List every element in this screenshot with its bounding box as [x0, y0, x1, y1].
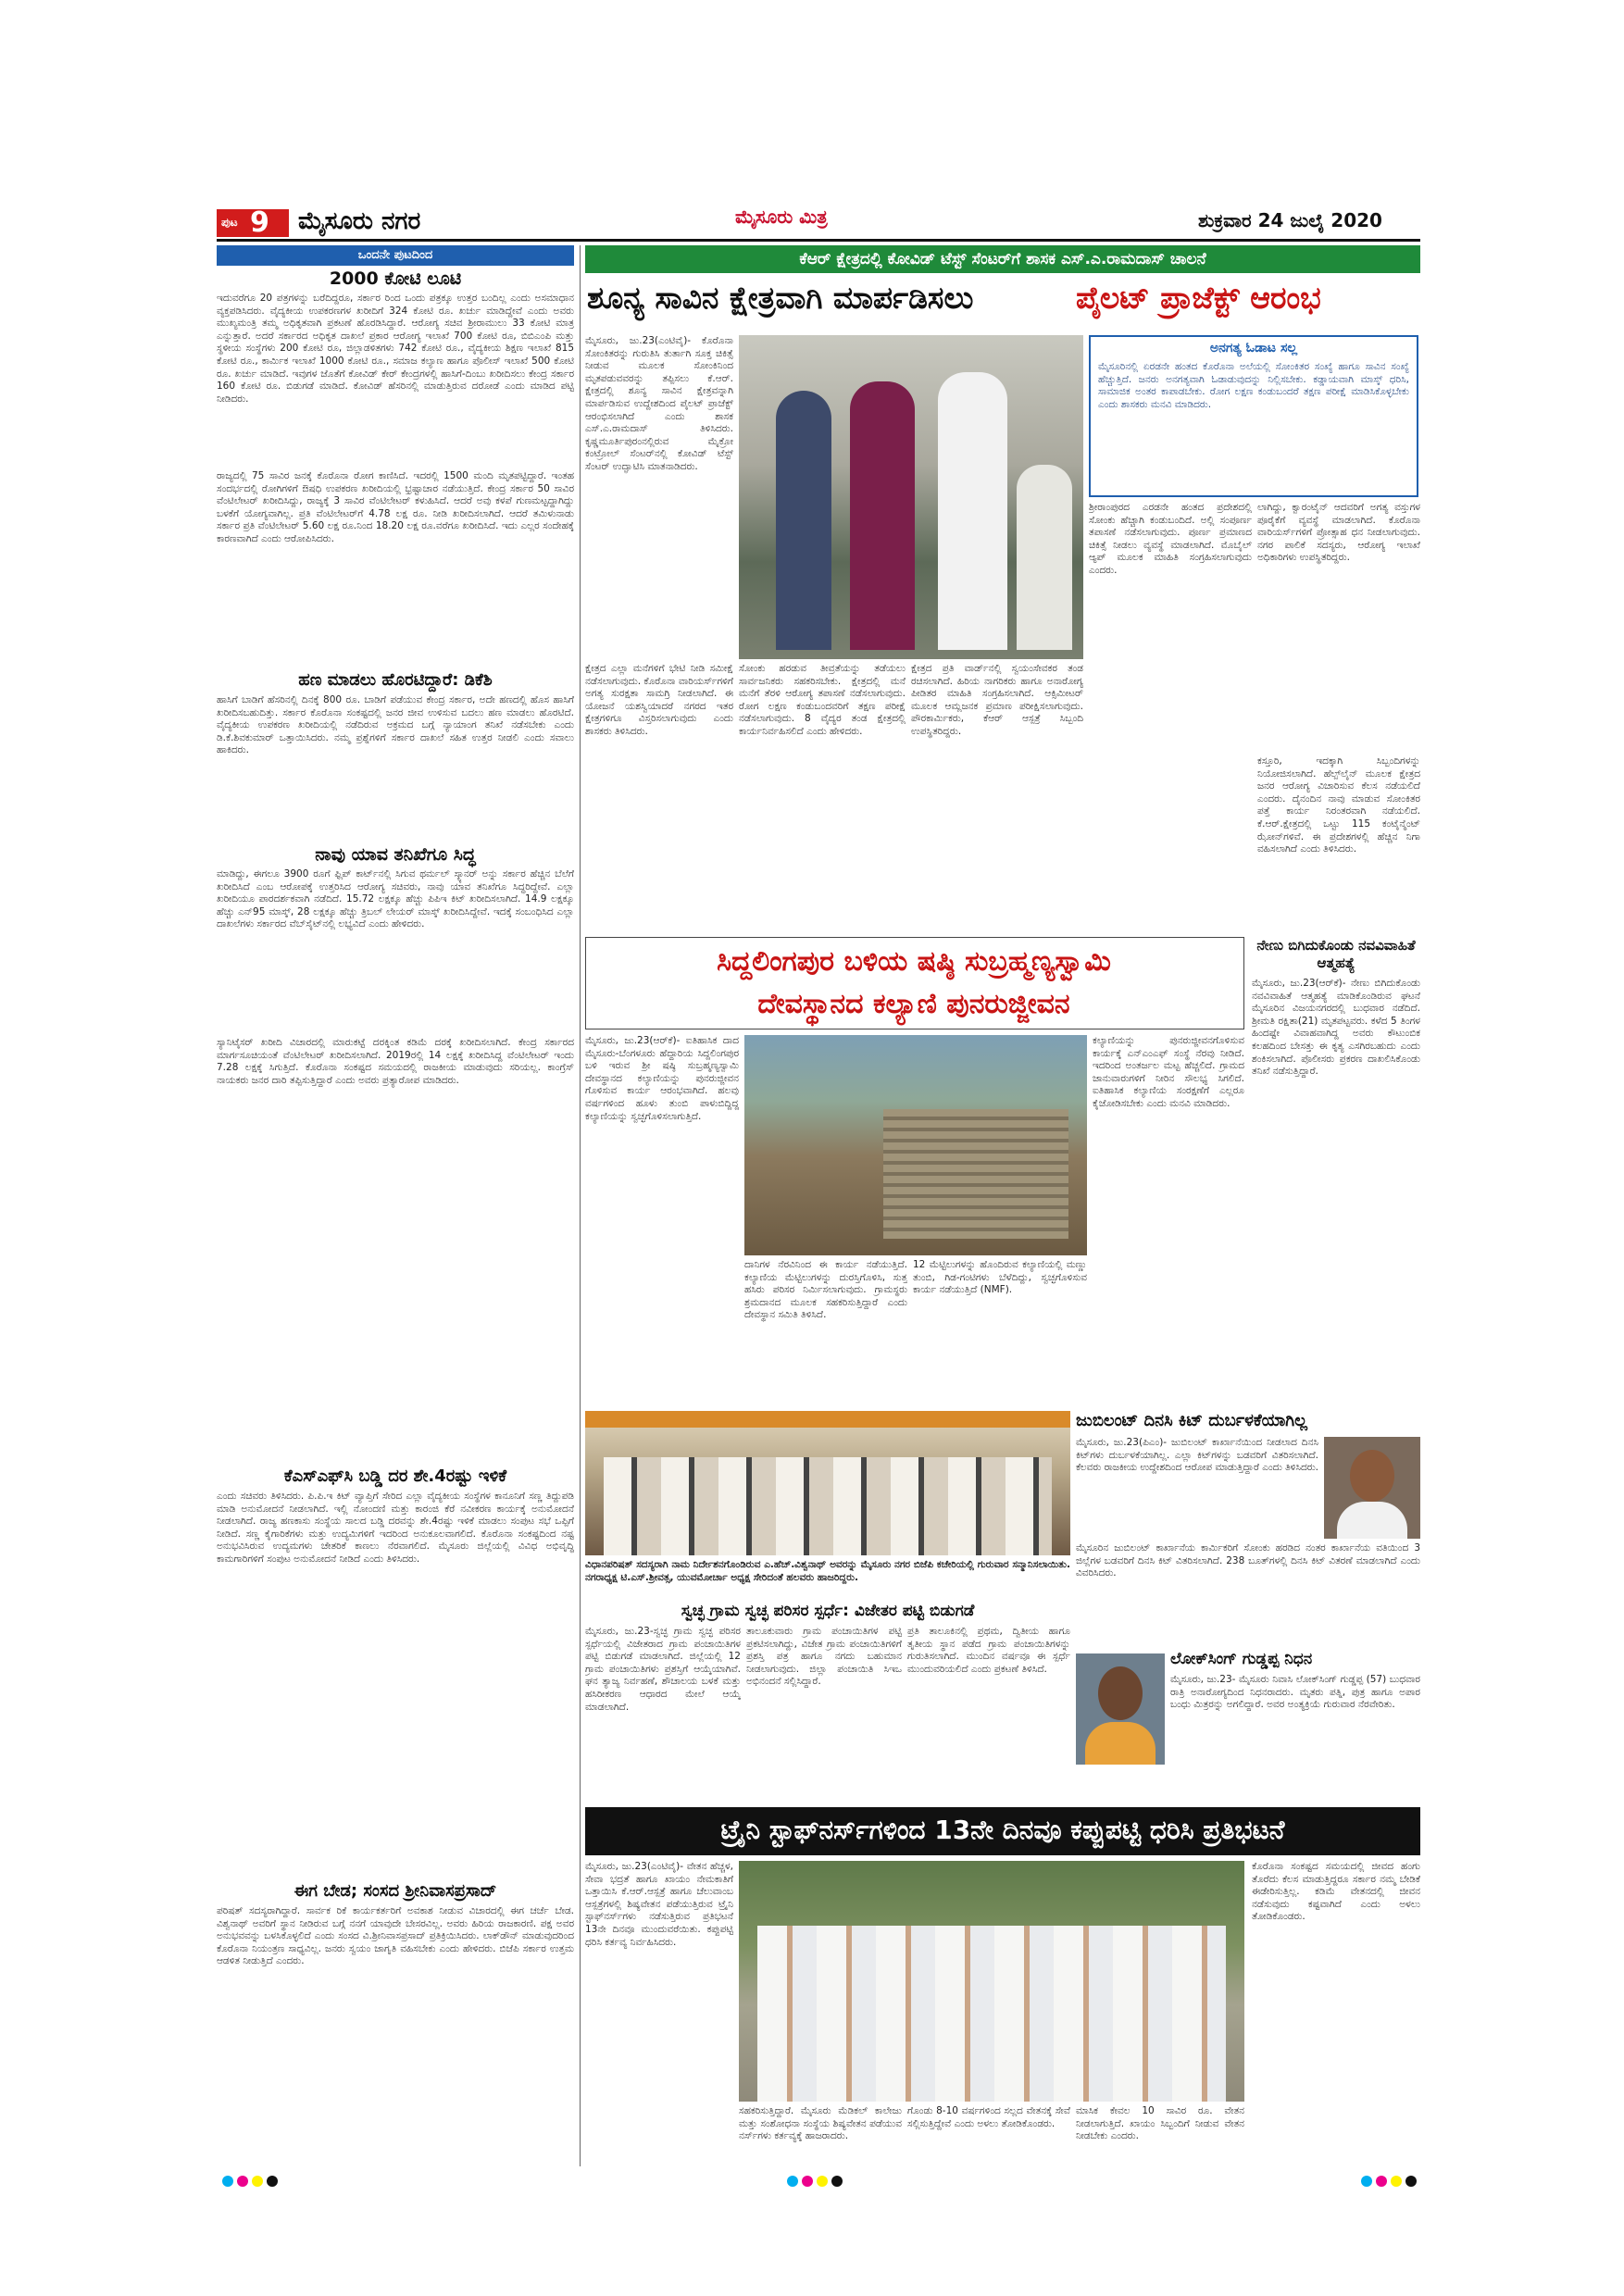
bjp-felicitation-photo [585, 1411, 1070, 1555]
jubilant-portrait [1324, 1437, 1420, 1539]
registration-dot-yellow [1391, 2176, 1402, 2187]
obituary-portrait [1076, 1653, 1165, 1765]
jubilant-text-2: ಮೈಸೂರಿನ ಜುಬಿಲಂಟ್ ಕಾರ್ಖಾನೆಯ ಕಾರ್ಮಿಕರಿಗೆ ಸೋಂಕು ಹರಡಿದ ನಂತರ ಕಾರ್ಖಾನೆಯ ವತಿಯಿಂದ 3 ಜಿಲ್ಲೆಗಳ ಬಡವರಿಗೆ ದಿನಸಿ ಕಿಟ್ ವಿತರಿಸಲಾಗಿದೆ. 238 ಬೂತ್‌ಗಳಲ್ಲಿ ದಿನಸಿ ಕಿಟ್ ವಿತರಣೆ ಮಾಡಲಾಗಿದೆ ಎಂದು ವಿವರಿಸಿದರು. [1076, 1542, 1420, 1579]
temple-tank-photo [744, 1035, 1087, 1255]
left-text-1: ಇದುವರೆಗೂ 20 ಪತ್ರಗಳನ್ನು ಬರೆದಿದ್ದರೂ, ಸರ್ಕಾರ ರಿಂದ ಒಂದು ಪತ್ರಕ್ಕೂ ಉತ್ತರ ಬಂದಿಲ್ಲ ಎಂದು ಅಸಮಾಧಾನ ವ್ಯಕ್ತಪಡಿಸಿದರು. ವೈದ್ಯಕೀಯ ಉಪಕರಣಗಳ ಖರೀದಿಗೆ 324 ಕೋಟಿ ರೂ. ಖರ್ಚು ಮಾಡಿದ್ದೇವೆ ಎಂದು ಅವರು ಮುಖ್ಯಮಂತ್ರಿ ತಮ್ಮ ಅಧಿಕೃತವಾಗಿ ಪ್ರಕಟಣೆ ಹೊರಡಿಸಿದ್ದಾರೆ. ಆರೋಗ್ಯ ಸಚಿವ ಶ್ರೀರಾಮುಲು 33 ಕೋಟಿ ಮಾತ್ರ ಎನ್ನುತ್ತಾರೆ. ಅದರೆ ಸರ್ಕಾರದ ಅಧಿಕೃತ ದಾಖಲೆ ಪ್ರಕಾರ ಆರೋಗ್ಯ ಇಲಾಖೆ 700 ಕೋಟಿ ರೂ, ಬಿಬಿಎಂಪಿ ಮತ್ತು ಸ್ಥಳೀಯ ಸಂಸ್ಥೆಗಳು 200 ಕೋಟಿ ರೂ, ಜಿಲ್ಲಾಡಳಿತಗಳು 742 ಕೋಟಿ ರೂ., ವೈದ್ಯಕೀಯ ಶಿಕ್ಷಣ ಇಲಾಖೆ 815 ಕೋಟಿ ರೂ., ಕಾರ್ಮಿಕ ಇಲಾಖೆ 1000 ಕೋಟಿ ರೂ., ಸಮಾಜ ಕಲ್ಯಾಣ ಹಾಗೂ ಪೊಲೀಸ್ ಇಲಾಖೆ 500 ಕೋಟಿ ರೂ. ಖರ್ಚು ಮಾಡಿದೆ. ಇವುಗಳ ಜೊತೆಗೆ ಕೋವಿಡ್ ಕೇರ್ ಕೇಂದ್ರಗಳಲ್ಲಿ ಹಾಸಿಗೆ-ದಿಂಬು ಖರೀದಿಸಲು ಕೇಂದ್ರ ಸರ್ಕಾರ 160 ಕೋಟಿ ರೂ. ಬಿಡುಗಡೆ ಮಾಡಿದೆ. ಕೋವಿಡ್ ಹೆಸರಿನಲ್ಲಿ ಮಾಡುತ್ತಿರುವ ದರೋಡೆ ಎಂದು ಮಾಡಿದ ಪಟ್ಟಿ ನೀಡಿದರು. [217, 293, 574, 405]
masthead [217, 206, 1420, 237]
advisory-title: ಅನಗತ್ಯ ಓಡಾಟ ಸಲ್ಲ [1209, 341, 1298, 356]
person-shape [776, 391, 831, 650]
headline-black: ಶೂನ್ಯ ಸಾವಿನ ಕ್ಷೇತ್ರವಾಗಿ ಮಾರ್ಪಡಿಸಲು [587, 280, 974, 316]
page-number: 9 [250, 206, 269, 239]
obituary-text: ಮೈಸೂರು, ಜು.23- ಮೈಸೂರು ನಿವಾಸಿ ಲೋಕ್‌ಸಿಂಗ್ ಗುಡ್ಡಪ್ಪ (57) ಬುಧವಾರ ರಾತ್ರಿ ಅನಾರೋಗ್ಯದಿಂದ ನಿಧನರಾದರು. ಮೃತರು ಪತ್ನಿ, ಪುತ್ರ ಹಾಗೂ ಅಪಾರ ಬಂಧು ಮಿತ್ರರನ್ನು ಅಗಲಿದ್ದಾರೆ. ಅವರ ಅಂತ್ಯಕ್ರಿಯೆ ಗುರುವಾರ ನೆರವೇರಿತು. [1170, 1674, 1420, 1711]
column-divider [580, 245, 581, 2166]
right-mid-text-a: ಕಸ್ತೂರಿ, ಇದಕ್ಕಾಗಿ ಸಿಬ್ಬಂದಿಗಳನ್ನು ನಿಯೋಜಿಸಲಾಗಿದೆ. ಹೆಲ್ಪ್‌ಲೈನ್ ಮೂಲಕ ಕ್ಷೇತ್ರದ ಜನರ ಆರೋಗ್ಯ ವಿಚಾರಿಸುವ ಕೆಲಸ ನಡೆಯಲಿದೆ ಎಂದರು. ದೈನಂದಿನ ನಾವು ಮಾಡುವ ಸೋಂಕಿತರ ಪತ್ತೆ ಕಾರ್ಯ ನಿರಂತರವಾಗಿ ನಡೆಯಲಿದೆ. ಕೆ.ಆರ್.ಕ್ಷೇತ್ರದಲ್ಲಿ ಒಟ್ಟು 115 ಕಂಟೈನ್ಮೆಂಟ್ ಝೋನ್‌ಗಳಿವೆ. ಈ ಪ್ರದೇಶಗಳಲ್ಲಿ ಹೆಚ್ಚಿನ ನಿಗಾ ವಹಿಸಲಾಗಿದೆ ಎಂದು ತಿಳಿಸಿದರು. [1257, 755, 1420, 855]
registration-dot-cyan [222, 2176, 233, 2187]
registration-dot-magenta [1376, 2176, 1387, 2187]
person-shape [1017, 465, 1072, 650]
left-text-7: ಪರಿಷತ್ ಸದಸ್ಯರಾಗಿದ್ದಾರೆ. ಸಾರ್ವಕ ರಿಕೆ ಕಾರ್ಯಕರ್ತರಿಗೆ ಅವಕಾಶ ನೀಡುವ ವಿಚಾರದಲ್ಲಿ ಈಗ ಚರ್ಚೆ ಬೇಡ. ವಿಶ್ವನಾಥ್ ಅವರಿಗೆ ಸ್ಥಾನ ನೀಡಿರುವ ಬಗ್ಗೆ ನನಗೆ ಯಾವುದೇ ಬೇಸರವಿಲ್ಲ. ಅವರು ಹಿರಿಯ ರಾಜಕಾರಣಿ. ಪಕ್ಷ ಅವರ ಅನುಭವವನ್ನು ಬಳಸಿಕೊಳ್ಳಲಿದೆ ಎಂದು ಸಂಸದ ವಿ.ಶ್ರೀನಿವಾಸಪ್ರಸಾದ್ ಪ್ರತಿಕ್ರಿಯಿಸಿದರು. ಲಾಕ್‌ಡೌನ್ ಮಾಡುವುದರಿಂದ ಕೊರೊನಾ ನಿಯಂತ್ರಣ ಸಾಧ್ಯವಿಲ್ಲ. ಜನರು ಸ್ವಯಂ ಜಾಗೃತಿ ವಹಿಸಬೇಕು ಎಂದು ಹೇಳಿದರು. ಬಿಜೆಪಿ ಸರ್ಕಾರ ಉತ್ತಮ ಆಡಳಿತ ನೀಡುತ್ತಿದೆ ಎಂದರು. [217, 1905, 574, 1967]
suicide-note-text: ಮೈಸೂರು, ಜು.23(ಆರ್‌ಕೆ)- ನೇಣು ಬಿಗಿದುಕೊಂಡು ನವವಿವಾಹಿತೆ ಆತ್ಮಹತ್ಯೆ ಮಾಡಿಕೊಂಡಿರುವ ಘಟನೆ ಮೈಸೂರಿನ ವಿಜಯನಗರದಲ್ಲಿ ಬುಧವಾರ ನಡೆದಿದೆ. ಶ್ರೀಮತಿ ರಕ್ಷಿತಾ(21) ಮೃತಪಟ್ಟವರು. ಕಳೆದ 5 ತಿಂಗಳ ಹಿಂದಷ್ಟೇ ವಿವಾಹವಾಗಿದ್ದ ಅವರು ಕೌಟುಂಬಿಕ ಕಲಹದಿಂದ ಬೇಸತ್ತು ಈ ಕೃತ್ಯ ಎಸಗಿರಬಹುದು ಎಂದು ಶಂಕಿಸಲಾಗಿದೆ. ಪೊಲೀಸರು ಪ್ರಕರಣ ದಾಖಲಿಸಿಕೊಂಡು ತನಿಖೆ ನಡೆಸುತ್ತಿದ್ದಾರೆ. [1252, 978, 1420, 1078]
temple-text-b: ದಾನಿಗಳ ನೆರವಿನಿಂದ ಈ ಕಾರ್ಯ ನಡೆಯುತ್ತಿದೆ. ಕಲ್ಯಾಣಿಯ ಮೆಟ್ಟಿಲುಗಳನ್ನು ದುರಸ್ತಿಗೊಳಿಸಿ, ಸುತ್ತ ಹಸಿರು ಪರಿಸರ ನಿರ್ಮಿಸಲಾಗುವುದು. ಗ್ರಾಮಸ್ಥರು ಶ್ರಮದಾನದ ಮೂಲಕ ಸಹಕರಿಸುತ್ತಿದ್ದಾರೆ ಎಂದು ದೇವಸ್ಥಾನ ಸಮಿತಿ ತಿಳಿಸಿದೆ. [744, 1259, 907, 1321]
left-headline-5: ಈಗ ಬೇಡ; ಸಂಸದ ಶ್ರೀನಿವಾಸಪ್ರಸಾದ್ [294, 1881, 497, 1901]
suicide-note-title: ನೇಣು ಬಿಗಿದುಕೊಂಡು ನವವಿವಾಹಿತೆ ಆತ್ಮಹತ್ಯೆ [1256, 937, 1416, 971]
jubilant-text: ಮೈಸೂರು, ಜು.23(ಪಿಎಂ)- ಜುಬಿಲಂಟ್ ಕಾರ್ಖಾನೆಯಿಂದ ನೀಡಲಾದ ದಿನಸಿ ಕಿಟ್‌ಗಳು ದುರ್ಬಳಕೆಯಾಗಿಲ್ಲ. ಎಲ್ಲಾ ಕಿಟ್‌ಗಳನ್ನು ಬಡವರಿಗೆ ವಿತರಿಸಲಾಗಿದೆ. ಕೆಲವರು ರಾಜಕೀಯ ಉದ್ದೇಶದಿಂದ ಆರೋಪ ಮಾಡುತ್ತಿದ್ದಾರೆ ಎಂದು ತಿಳಿಸಿದರು. [1076, 1437, 1318, 1474]
top-story-text-a: ಮೈಸೂರು, ಜು.23(ಎಂಟಿವೈ)- ಕೊರೊನಾ ಸೋಂಕಿತರನ್ನು ಗುರುತಿಸಿ ತುರ್ತಾಗಿ ಸೂಕ್ತ ಚಿಕಿತ್ಸೆ ನೀಡುವ ಮೂಲಕ ಸೋಂಕಿನಿಂದ ಮೃತಪಡುವವರನ್ನು ತಪ್ಪಿಸಲು ಕೆ.ಆರ್. ಕ್ಷೇತ್ರದಲ್ಲಿ ಶೂನ್ಯ ಸಾವಿನ ಕ್ಷೇತ್ರವನ್ನಾಗಿ ಮಾರ್ಪಡಿಸುವ ಉದ್ದೇಶದಿಂದ ಪೈಲಟ್ ಪ್ರಾಜೆಕ್ಟ್ ಆರಂಭಿಸಲಾಗಿದೆ ಎಂದು ಶಾಸಕ ಎಸ್.ಎ.ರಾಮದಾಸ್ ತಿಳಿಸಿದರು. ಕೃಷ್ಣಮೂರ್ತಿಪುರಂನಲ್ಲಿರುವ ಮೈಕ್ರೋ ಕಂಟ್ರೋಲ್ ಸೆಂಟರ್‌ನಲ್ಲಿ ಕೋವಿಡ್ ಟೆಸ್ಟ್ ಸೆಂಟರ್ ಉದ್ಘಾಟಿಸಿ ಮಾತನಾಡಿದರು. [585, 335, 733, 472]
swachh-text-c: ಪ್ರತಿ ತಾಲೂಕಿನಲ್ಲಿ ಪ್ರಥಮ, ದ್ವಿತೀಯ ಹಾಗೂ ತೃತೀಯ ಸ್ಥಾನ ಪಡೆದ ಗ್ರಾಮ ಪಂಚಾಯಿತಿಗಳನ್ನು ಗುರುತಿಸಲಾಗಿದೆ. ಮುಂದಿನ ವರ್ಷವೂ ಈ ಸ್ಪರ್ಧೆ ಮುಂದುವರಿಯಲಿದೆ ಎಂದು ಪ್ರಕಟಣೆ ತಿಳಿಸಿದೆ. [907, 1626, 1070, 1675]
nurses-headline-box [585, 1807, 1420, 1855]
portrait-body [1337, 1502, 1407, 1539]
left-headline-2: ಹಣ ಮಾಡಲು ಹೊರಟಿದ್ದಾರೆ: ಡಿಕೆಶಿ [298, 670, 493, 690]
advisory-box [1089, 335, 1418, 497]
temple-headline-box [585, 937, 1244, 1029]
left-text-3: ಹಾಸಿಗೆ ಬಾಡಿಗೆ ಹೆಸರಿನಲ್ಲಿ ದಿನಕ್ಕೆ 800 ರೂ. ಬಾಡಿಗೆ ಪಡೆಯುವ ಕೇಂದ್ರ ಸರ್ಕಾರ, ಅದೇ ಹಣದಲ್ಲಿ ಹೊಸ ಹಾಸಿಗೆ ಖರೀದಿಸಬಹುದಿತ್ತು. ಸರ್ಕಾರ ಕೊರೊನಾ ಸಂಕಷ್ಟದಲ್ಲಿ ಜನರ ಜೀವ ಉಳಿಸುವ ಬದಲು ಹಣ ಮಾಡಲು ಹೊರಟಿದೆ. ವೈದ್ಯಕೀಯ ಉಪಕರಣ ಖರೀದಿಯಲ್ಲಿ ನಡೆದಿರುವ ಅಕ್ರಮದ ಬಗ್ಗೆ ನ್ಯಾಯಾಂಗ ತನಿಖೆ ನಡೆಸಬೇಕು ಎಂದು ಡಿ.ಕೆ.ಶಿವಕುಮಾರ್ ಒತ್ತಾಯಿಸಿದರು. ನಮ್ಮ ಪ್ರಶ್ನೆಗಳಿಗೆ ಸರ್ಕಾರ ದಾಖಲೆ ಸಹಿತ ಉತ್ತರ ನೀಡಲಿ ಎಂದು ಸವಾಲು ಹಾಕಿದರು. [217, 694, 574, 756]
registration-dot-yellow [252, 2176, 263, 2187]
bjp-photo-caption: ವಿಧಾನಪರಿಷತ್ ಸದಸ್ಯರಾಗಿ ನಾಮ ನಿರ್ದೇಶನಗೊಂಡಿರುವ ಎ.ಹೆಚ್.ವಿಶ್ವನಾಥ್ ಅವರನ್ನು ಮೈಸೂರು ನಗರ ಬಿಜೆಪಿ ಕಚೇರಿಯಲ್ಲಿ ಗುರುವಾರ ಸನ್ಮಾನಿಸಲಾಯಿತು. ನಗರಾಧ್ಯಕ್ಷ ಟಿ.ಎಸ್.ಶ್ರೀವತ್ಸ, ಯುವಮೋರ್ಚಾ ಅಧ್ಯಕ್ಷ ಸೇರಿದಂತೆ ಹಲವರು ಹಾಜರಿದ್ದರು. [585, 1559, 1070, 1583]
registration-dot-cyan [787, 2176, 798, 2187]
banner-strip [585, 1411, 1070, 1428]
temple-headline-1: ಸಿದ್ದಲಿಂಗಪುರ ಬಳಿಯ ಷಷ್ಠಿ ಸುಬ್ರಹ್ಮಣ್ಯಸ್ವಾಮಿ [717, 945, 1111, 978]
jubilant-title: ಜುಬಿಲಂಟ್ ದಿನಸಿ ಕಿಟ್ ದುರ್ಬಳಕೆಯಾಗಿಲ್ಲ [1076, 1411, 1307, 1430]
temple-headline-2: ದೇವಸ್ಥಾನದ ಕಲ್ಯಾಣಿ ಪುನರುಜ್ಜೀವನ [757, 988, 1070, 1020]
top-story-headline [585, 276, 1420, 328]
left-headline-3: ನಾವು ಯಾವ ತನಿಖೆಗೂ ಸಿದ್ಧ [315, 844, 476, 865]
advisory-text: ಮೈಸೂರಿನಲ್ಲಿ ಏರಡನೇ ಹಂತದ ಕೊರೊನಾ ಅಲೆಯಲ್ಲಿ ಸೋಂಕಿತರ ಸಂಖ್ಯೆ ಹಾಗೂ ಸಾವಿನ ಸಂಖ್ಯೆ ಹೆಚ್ಚುತ್ತಿದೆ. ಜನರು ಅನಗತ್ಯವಾಗಿ ಓಡಾಡುವುದನ್ನು ನಿಲ್ಲಿಸಬೇಕು. ಕಡ್ಡಾಯವಾಗಿ ಮಾಸ್ಕ್ ಧರಿಸಿ, ಸಾಮಾಜಿಕ ಅಂತರ ಕಾಪಾಡಬೇಕು. ರೋಗ ಲಕ್ಷಣ ಕಂಡುಬಂದರೆ ತಕ್ಷಣ ಪರೀಕ್ಷೆ ಮಾಡಿಸಿಕೊಳ್ಳಬೇಕು ಎಂದು ಶಾಸಕರು ಮನವಿ ಮಾಡಿದರು. [1098, 361, 1409, 410]
swachh-title: ಸ್ವಚ್ಛ ಗ್ರಾಮ ಸ್ವಚ್ಛ ಪರಿಸರ ಸ್ಪರ್ಧೆ: ವಿಜೇತರ ಪಟ್ಟಿ ಬಿಡುಗಡೆ [681, 1602, 975, 1620]
crowd-shape [604, 1457, 1052, 1555]
page-label: ಪುಟ [221, 216, 238, 229]
swachh-text-a: ಮೈಸೂರು, ಜು.23-ಸ್ವಚ್ಛ ಗ್ರಾಮ ಸ್ವಚ್ಛ ಪರಿಸರ ಸ್ಪರ್ಧೆಯಲ್ಲಿ ವಿಜೇತರಾದ ಗ್ರಾಮ ಪಂಚಾಯಿತಿಗಳ ಪಟ್ಟಿ ಬಿಡುಗಡೆ ಮಾಡಲಾಗಿದೆ. ಜಿಲ್ಲೆಯಲ್ಲಿ 12 ಗ್ರಾಮ ಪಂಚಾಯಿತಿಗಳು ಪ್ರಶಸ್ತಿಗೆ ಆಯ್ಕೆಯಾಗಿವೆ. ಘನ ತ್ಯಾಜ್ಯ ನಿರ್ವಹಣೆ, ಶೌಚಾಲಯ ಬಳಕೆ ಮತ್ತು ಹಸಿರೀಕರಣ ಆಧಾರದ ಮೇಲೆ ಆಯ್ಕೆ ಮಾಡಲಾಗಿದೆ. [585, 1626, 741, 1713]
nurses-protest-photo [739, 1861, 1244, 2102]
top-story-kicker: ಕೆಆರ್ ಕ್ಷೇತ್ರದಲ್ಲಿ ಕೋವಿಡ್ ಟೆಸ್ಟ್ ಸೆಂಟರ್‌ಗೆ ಶಾಸಕ ಎಸ್.ಎ.ರಾಮದಾಸ್ ಚಾಲನೆ [585, 245, 1420, 273]
left-text-4: ಮಾಡಿದ್ದು, ಈಗಲೂ 3900 ರೂಗೆ ಫ್ಲಿಪ್ ಕಾರ್ಟ್‌ನಲ್ಲಿ ಸಿಗುವ ಥರ್ಮಲ್ ಸ್ಕ್ಯಾನರ್ ಅನ್ನು ಸರ್ಕಾರ ಹೆಚ್ಚಿನ ಬೆಲೆಗೆ ಖರೀದಿಸಿದೆ ಎಂಬ ಆರೋಪಕ್ಕೆ ಉತ್ತರಿಸಿದ ಆರೋಗ್ಯ ಸಚಿವರು, ನಾವು ಯಾವ ತನಿಖೆಗೂ ಸಿದ್ಧರಿದ್ದೇವೆ. ಎಲ್ಲಾ ಖರೀದಿಯೂ ಪಾರದರ್ಶಕವಾಗಿ ನಡೆದಿದೆ. 15.72 ಲಕ್ಷಕ್ಕೂ ಹೆಚ್ಚು ಪಿಪಿಇ ಕಿಟ್ ಖರೀದಿಸಲಾಗಿದೆ. 14.9 ಲಕ್ಷಕ್ಕೂ ಹೆಚ್ಚು ಎನ್95 ಮಾಸ್ಕ್, 28 ಲಕ್ಷಕ್ಕೂ ಹೆಚ್ಚು ತ್ರಿಬಲ್ ಲೇಯರ್ ಮಾಸ್ಕ್ ಖರೀದಿಸಿದ್ದೇವೆ. ಇದಕ್ಕೆ ಸಂಬಂಧಿಸಿದ ಎಲ್ಲಾ ದಾಖಲೆಗಳು ಸರ್ಕಾರದ ವೆಬ್‌ಸೈಟ್‌ನಲ್ಲಿ ಲಭ್ಯವಿದೆ ಎಂದು ಹೇಳಿದರು. [217, 868, 574, 930]
registration-dot-magenta [802, 2176, 813, 2187]
registration-dot-black [1405, 2176, 1417, 2187]
portrait-body [1085, 1722, 1156, 1765]
continued-strip: ಒಂದನೇ ಪುಟದಿಂದ [217, 245, 574, 266]
temple-photo-caption: 12 ಮೆಟ್ಟಿಲುಗಳನ್ನು ಹೊಂದಿರುವ ಕಲ್ಯಾಣಿಯಲ್ಲಿ ಮಣ್ಣು ತುಂಬಿ, ಗಿಡ-ಗಂಟಿಗಳು ಬೆಳೆದಿದ್ದು, ಸ್ವಚ್ಛಗೊಳಿಸುವ ಕಾರ್ಯ ನಡೆಯುತ್ತಿದೆ (NMF). [913, 1259, 1087, 1296]
nurses-text-b: ಕೊರೊನಾ ಸಂಕಷ್ಟದ ಸಮಯದಲ್ಲಿ ಜೀವದ ಹಂಗು ತೊರೆದು ಕೆಲಸ ಮಾಡುತ್ತಿದ್ದರೂ ಸರ್ಕಾರ ನಮ್ಮ ಬೇಡಿಕೆ ಈಡೇರಿಸುತ್ತಿಲ್ಲ. ಕಡಿಮೆ ವೇತನದಲ್ಲಿ ಜೀವನ ನಡೆಸುವುದು ಕಷ್ಟವಾಗಿದೆ ಎಂದು ಅಳಲು ತೋಡಿಕೊಂಡರು. [1252, 1861, 1420, 1923]
swachh-text-b: ತಾಲೂಕುವಾರು ಗ್ರಾಮ ಪಂಚಾಯಿತಿಗಳ ಪಟ್ಟಿ ಪ್ರಕಟಿಸಲಾಗಿದ್ದು, ವಿಜೇತ ಗ್ರಾಮ ಪಂಚಾಯಿತಿಗಳಿಗೆ ಪ್ರಶಸ್ತಿ ಪತ್ರ ಹಾಗೂ ನಗದು ಬಹುಮಾನ ನೀಡಲಾಗುವುದು. ಜಿಲ್ಲಾ ಪಂಚಾಯಿತಿ ಸಿಇಒ ಅಭಿನಂದನೆ ಸಲ್ಲಿಸಿದ್ದಾರೆ. [746, 1626, 902, 1688]
portrait-head [1350, 1450, 1394, 1502]
left-headline-4: ಕೆಎಸ್‌ಎಫ್‌ಸಿ ಬಡ್ಡಿ ದರ ಶೇ.4ರಷ್ಟು ಇಳಿಕೆ [283, 1466, 507, 1486]
left-text-6: ಎಂದು ಸಚಿವರು ತಿಳಿಸಿದರು. ಪಿ.ಪಿ.ಇ ಕಿಟ್ ವ್ಯಾಪ್ತಿಗೆ ಸೇರಿದ ಎಲ್ಲಾ ವೈದ್ಯಕೀಯ ಸಂಸ್ಥೆಗಳ ಕಾನೂನಿಗೆ ಸಣ್ಣ ತಿದ್ದುಪಡಿ ಮಾಡಿ ಅನುಮೋದನೆ ನೀಡಲಾಗಿದೆ. ಇಲ್ಲಿ ನೋಂದಣಿ ಮತ್ತು ಕಾರಂಜಿ ಕೆರೆ ನವೀಕರಣ ಕಾರ್ಯಕ್ಕೆ ಅನುಮೋದನೆ ನೀಡಲಾಗಿದೆ. ರಾಜ್ಯ ಹಣಕಾಸು ಸಂಸ್ಥೆಯ ಸಾಲದ ಬಡ್ಡಿ ದರವನ್ನು ಶೇ.4ರಷ್ಟು ಇಳಿಕೆ ಮಾಡಲು ಸಂಪುಟ ಸಭೆ ಒಪ್ಪಿಗೆ ನೀಡಿದೆ. ಸಣ್ಣ ಕೈಗಾರಿಕೆಗಳು ಮತ್ತು ಉದ್ಯಮಿಗಳಿಗೆ ಇದರಿಂದ ಅನುಕೂಲವಾಗಲಿದೆ. ಕೊರೊನಾ ಸಂಕಷ್ಟದಿಂದ ನಷ್ಟ ಅನುಭವಿಸಿರುವ ಉದ್ಯಮಗಳು ಚೇತರಿಕೆ ಕಾಣಲು ನೆರವಾಗಲಿದೆ. ಮೈಸೂರು ಜಿಲ್ಲೆಯಲ್ಲಿ ವಿವಿಧ ಅಭಿವೃದ್ಧಿ ಕಾಮಗಾರಿಗಳಿಗೆ ಸಂಪುಟ ಅನುಮೋದನೆ ನೀಡಿದೆ ಎಂದು ತಿಳಿಸಿದರು. [217, 1491, 574, 1565]
mla-inauguration-photo [739, 335, 1083, 659]
obituary-title: ಲೋಕ್‌ಸಿಂಗ್ ಗುಡ್ಡಪ್ಪ ನಿಧನ [1170, 1650, 1313, 1668]
masthead-rule [217, 239, 1420, 242]
top-story-text-f: ಕ್ಷೇತ್ರದ ಎಲ್ಲಾ ಮನೆಗಳಿಗೆ ಭೇಟಿ ನೀಡಿ ಸಮೀಕ್ಷೆ ನಡೆಸಲಾಗುವುದು. ಕೊರೊನಾ ವಾರಿಯರ್ಸ್‌ಗಳಿಗೆ ಅಗತ್ಯ ಸುರಕ್ಷತಾ ಸಾಮಗ್ರಿ ನೀಡಲಾಗಿದೆ. ಈ ಯೋಜನೆ ಯಶಸ್ವಿಯಾದರೆ ನಗರದ ಇತರ ಕ್ಷೇತ್ರಗಳಿಗೂ ವಿಸ್ತರಿಸಲಾಗುವುದು ಎಂದು ಶಾಸಕರು ತಿಳಿಸಿದರು. [585, 663, 733, 737]
registration-dot-magenta [237, 2176, 248, 2187]
temple-text-a: ಮೈಸೂರು, ಜು.23(ಆರ್‌ಕೆ)- ಐತಿಹಾಸಿಕ ದಾದ ಮೈಸೂರು-ಬೆಂಗಳೂರು ಹೆದ್ದಾರಿಯ ಸಿದ್ದಲಿಂಗಪುರ ಬಳಿ ಇರುವ ಶ್ರೀ ಷಷ್ಠಿ ಸುಬ್ರಹ್ಮಣ್ಯಸ್ವಾಮಿ ದೇವಸ್ಥಾನದ ಕಲ್ಯಾಣಿಯನ್ನು ಪುನರುಜ್ಜೀವನ ಗೊಳಿಸುವ ಕಾರ್ಯ ಆರಂಭವಾಗಿದೆ. ಹಲವು ವರ್ಷಗಳಿಂದ ಹೂಳು ತುಂಬಿ ಪಾಳುಬಿದ್ದಿದ್ದ ಕಲ್ಯಾಣಿಯನ್ನು ಸ್ವಚ್ಛಗೊಳಿಸಲಾಗುತ್ತಿದೆ. [585, 1035, 739, 1122]
page-number-badge [217, 206, 289, 239]
person-shape [850, 381, 915, 650]
nurses-text-a: ಮೈಸೂರು, ಜು.23(ಎಂಟಿವೈ)- ವೇತನ ಹೆಚ್ಚಳ, ಸೇವಾ ಭದ್ರತೆ ಹಾಗೂ ಖಾಯಂ ನೇಮಕಾತಿಗೆ ಒತ್ತಾಯಿಸಿ ಕೆ.ಆರ್.ಆಸ್ಪತ್ರೆ ಹಾಗೂ ಚೆಲುವಾಂಬ ಆಸ್ಪತ್ರೆಗಳಲ್ಲಿ ಶಿಷ್ಯವೇತನ ಪಡೆಯುತ್ತಿರುವ ಟ್ರೈನಿ ಸ್ಟಾಫ್‌ನರ್ಸ್‌ಗಳು ನಡೆಸುತ್ತಿರುವ ಪ್ರತಿಭಟನೆ 13ನೇ ದಿನವೂ ಮುಂದುವರೆಯಿತು. ಕಪ್ಪುಪಟ್ಟಿ ಧರಿಸಿ ಕರ್ತವ್ಯ ನಿರ್ವಹಿಸಿದರು. [585, 1861, 733, 1948]
registration-dot-yellow [817, 2176, 828, 2187]
nurses-caption-a: ಸಹಕರಿಸುತ್ತಿದ್ದಾರೆ. ಮೈಸೂರು ಮೆಡಿಕಲ್ ಕಾಲೇಜು ಮತ್ತು ಸಂಶೋಧನಾ ಸಂಸ್ಥೆಯ ಶಿಷ್ಯವೇತನ ಪಡೆಯುವ ನರ್ಸ್‌ಗಳು ಕರ್ತವ್ಯಕ್ಕೆ ಹಾಜರಾದರು. [739, 2105, 902, 2142]
registration-dot-black [831, 2176, 843, 2187]
left-text-2: ರಾಜ್ಯದಲ್ಲಿ 75 ಸಾವಿರ ಜನಕ್ಕೆ ಕೊರೊನಾ ರೋಗ ಕಾಣಿಸಿದೆ. ಇದರಲ್ಲಿ 1500 ಮಂದಿ ಮೃತಪಟ್ಟಿದ್ದಾರೆ. ಇಂತಹ ಸಂದರ್ಭದಲ್ಲಿ ರೋಗಿಗಳಿಗೆ ಔಷಧಿ ಉಪಕರಣ ಖರೀದಿಯಲ್ಲಿ ಭ್ರಷ್ಟಾಚಾರ ನಡೆಯುತ್ತಿದೆ. ಕೇಂದ್ರ ಸರ್ಕಾರ 50 ಸಾವಿರ ವೆಂಟಿಲೇಟರ್ ಖರೀದಿಸಿದ್ದು, ರಾಜ್ಯಕ್ಕೆ 3 ಸಾವಿರ ವೆಂಟಿಲೇಟರ್ ಕಳುಹಿಸಿದೆ. ಆದರೆ ಅವು ಕಳಪೆ ಗುಣಮಟ್ಟದ್ದಾಗಿದ್ದು ಬಳಕೆಗೆ ಯೋಗ್ಯವಾಗಿಲ್ಲ. ಪ್ರತಿ ವೆಂಟಿಲೇಟರ್‌ಗೆ 4.78 ಲಕ್ಷ ರೂ. ನೀಡಿ ಖರೀದಿಸಲಾಗಿದೆ. ಆದರೆ ತಮಿಳುನಾಡು ಸರ್ಕಾರ ಪ್ರತಿ ವೆಂಟಿಲೇಟರ್ 5.60 ಲಕ್ಷ ರೂ.ನಿಂದ 18.20 ಲಕ್ಷ ರೂ.ವರೆಗೂ ಖರೀದಿಸಿದೆ. ಇದು ಎಲ್ಲರ ಸಂದೇಹಕ್ಕೆ ಕಾರಣವಾಗಿದೆ ಎಂದು ಆರೋಪಿಸಿದರು. [217, 470, 574, 544]
top-story-text-b: ಸೋಂಕು ಹರಡುವ ತೀವ್ರತೆಯನ್ನು ತಡೆಯಲು ಸಾರ್ವಜನಿಕರು ಸಹಕರಿಸಬೇಕು. ಕ್ಷೇತ್ರದಲ್ಲಿ ಮನೆ ಮನೆಗೆ ತೆರಳಿ ಆರೋಗ್ಯ ತಪಾಸಣೆ ನಡೆಸಲಾಗುವುದು. ರೋಗ ಲಕ್ಷಣ ಕಂಡುಬಂದವರಿಗೆ ತಕ್ಷಣ ಪರೀಕ್ಷೆ ನಡೆಸಲಾಗುವುದು. 8 ವೈದ್ಯರ ತಂಡ ಕ್ಷೇತ್ರದಲ್ಲಿ ಕಾರ್ಯನಿರ್ವಹಿಸಲಿದೆ ಎಂದು ಹೇಳಿದರು. [739, 663, 906, 737]
nurses-caption-b: ಗೊಂಡು 8-10 ವರ್ಷಗಳಿಂದ ಸಲ್ಲದ ವೇತನಕ್ಕೆ ಸೇವೆ ಸಲ್ಲಿಸುತ್ತಿದ್ದೇವೆ ಎಂದು ಅಳಲು ತೋಡಿಕೊಂಡರು. [907, 2105, 1070, 2129]
left-text-5: ಸ್ಯಾನಿಟೈಸರ್ ಖರೀದಿ ವಿಚಾರದಲ್ಲಿ ಮಾರುಕಟ್ಟೆ ದರಕ್ಕಿಂತ ಕಡಿಮೆ ದರಕ್ಕೆ ಖರೀದಿಸಲಾಗಿದೆ. ಕೇಂದ್ರ ಸರ್ಕಾರದ ಮಾರ್ಗಸೂಚಿಯಂತೆ ವೆಂಟಿಲೇಟರ್ ಖರೀದಿಸಲಾಗಿದೆ. 2019ರಲ್ಲಿ 14 ಲಕ್ಷಕ್ಕೆ ಖರೀದಿಸಿದ್ದ ವೆಂಟಿಲೇಟರ್ ಇಂದು 7.28 ಲಕ್ಷಕ್ಕೆ ಸಿಗುತ್ತಿದೆ. ಕೊರೊನಾ ಸಂಕಷ್ಟದ ಸಮಯದಲ್ಲಿ ರಾಜಕೀಯ ಮಾಡುವುದು ಸರಿಯಲ್ಲ. ಕಾಂಗ್ರೆಸ್ ನಾಯಕರು ಜನರ ದಾರಿ ತಪ್ಪಿಸುತ್ತಿದ್ದಾರೆ ಎಂದು ಅವರು ಪ್ರತ್ಯಾರೋಪ ಮಾಡಿದರು. [217, 1037, 574, 1086]
headline-red: ಪೈಲಟ್ ಪ್ರಾಜೆಕ್ಟ್ ಆರಂಭ [1076, 280, 1321, 316]
newspaper-logo: ಮೈಸೂರು ಮಿತ್ರ [735, 206, 828, 228]
section-title: ಮೈಸೂರು ನಗರ [298, 207, 421, 235]
nurses-headline: ಟ್ರೈನಿ ಸ್ಟಾಫ್‌ನರ್ಸ್‌ಗಳಿಂದ 13ನೇ ದಿನವೂ ಕಪ್ಪುಪಟ್ಟಿ ಧರಿಸಿ ಪ್ರತಿಭಟನೆ [720, 1815, 1285, 1845]
tank-steps [883, 1109, 1068, 1239]
ppe-figure [938, 372, 1007, 650]
registration-dot-black [267, 2176, 278, 2187]
issue-date: ಶುಕ್ರವಾರ 24 ಜುಲೈ 2020 [1198, 209, 1382, 231]
nurses-group [757, 1926, 1226, 2102]
left-headline-1: 2000 ಕೋಟಿ ಲೂಟಿ [329, 268, 462, 289]
temple-text-c: ಕಲ್ಯಾಣಿಯನ್ನು ಪುನರುಜ್ಜೀವನಗೊಳಿಸುವ ಕಾರ್ಯಕ್ಕೆ ಎನ್‌ಎಂಎಫ್ ಸಂಸ್ಥೆ ನೆರವು ನೀಡಿದೆ. ಇದರಿಂದ ಅಂತರ್ಜಲ ಮಟ್ಟ ಹೆಚ್ಚಲಿದೆ. ಗ್ರಾಮದ ಜಾನುವಾರುಗಳಿಗೆ ನೀರಿನ ಸೌಲಭ್ಯ ಸಿಗಲಿದೆ. ಐತಿಹಾಸಿಕ ಕಲ್ಯಾಣಿಯ ಸಂರಕ್ಷಣೆಗೆ ಎಲ್ಲರೂ ಕೈಜೋಡಿಸಬೇಕು ಎಂದು ಮನವಿ ಮಾಡಿದರು. [1093, 1035, 1244, 1109]
top-story-text-e: ಲಾಗಿದ್ದು, ಕ್ವಾರಂಟೈನ್ ಆದವರಿಗೆ ಅಗತ್ಯ ವಸ್ತುಗಳ ಪೂರೈಕೆಗೆ ವ್ಯವಸ್ಥೆ ಮಾಡಲಾಗಿದೆ. ಕೊರೊನಾ ವಾರಿಯರ್ಸ್‌ಗಳಿಗೆ ಪ್ರೋತ್ಸಾಹ ಧನ ನೀಡಲಾಗುವುದು. ನಗರ ಪಾಲಿಕೆ ಸದಸ್ಯರು, ಆರೋಗ್ಯ ಇಲಾಖೆ ಅಧಿಕಾರಿಗಳು ಉಪಸ್ಥಿತರಿದ್ದರು. [1257, 502, 1420, 564]
nurses-caption-c: ಮಾಸಿಕ ಕೇವಲ 10 ಸಾವಿರ ರೂ. ವೇತನ ನೀಡಲಾಗುತ್ತಿದೆ. ಖಾಯಂ ಸಿಬ್ಬಂದಿಗೆ ನೀಡುವ ವೇತನ ನೀಡಬೇಕು ಎಂದರು. [1076, 2105, 1244, 2142]
top-story-text-d: ಶ್ರೀರಾಂಪುರದ ಎರಡನೇ ಹಂತದ ಪ್ರದೇಶದಲ್ಲಿ ಸೋಂಕು ಹೆಚ್ಚಾಗಿ ಕಂಡುಬಂದಿದೆ. ಅಲ್ಲಿ ಸಂಪೂರ್ಣ ತಪಾಸಣೆ ನಡೆಸಲಾಗುವುದು. ಪೂರ್ಣ ಪ್ರಮಾಣದ ಚಿಕಿತ್ಸೆ ನೀಡಲು ವ್ಯವಸ್ಥೆ ಮಾಡಲಾಗಿದೆ. ಮೊಬೈಲ್ ಆ್ಯಪ್ ಮೂಲಕ ಮಾಹಿತಿ ಸಂಗ್ರಹಿಸಲಾಗುವುದು ಎಂದರು. [1089, 502, 1252, 576]
registration-dot-cyan [1361, 2176, 1372, 2187]
top-story-text-c: ಕ್ಷೇತ್ರದ ಪ್ರತಿ ವಾರ್ಡ್‌ನಲ್ಲಿ ಸ್ವಯಂಸೇವಕರ ತಂಡ ರಚಿಸಲಾಗಿದೆ. ಹಿರಿಯ ನಾಗರಿಕರು ಹಾಗೂ ಅನಾರೋಗ್ಯ ಪೀಡಿತರ ಮಾಹಿತಿ ಸಂಗ್ರಹಿಸಲಾಗಿದೆ. ಆಕ್ಸಿಮೀಟರ್ ಮೂಲಕ ಆಮ್ಲಜನಕ ಪ್ರಮಾಣ ಪರೀಕ್ಷಿಸಲಾಗುವುದು. ಪೌರಕಾರ್ಮಿಕರು, ಕೆಆರ್ ಆಸ್ಪತ್ರೆ ಸಿಬ್ಬಂದಿ ಉಪಸ್ಥಿತರಿದ್ದರು. [911, 663, 1083, 737]
portrait-head [1098, 1666, 1143, 1720]
